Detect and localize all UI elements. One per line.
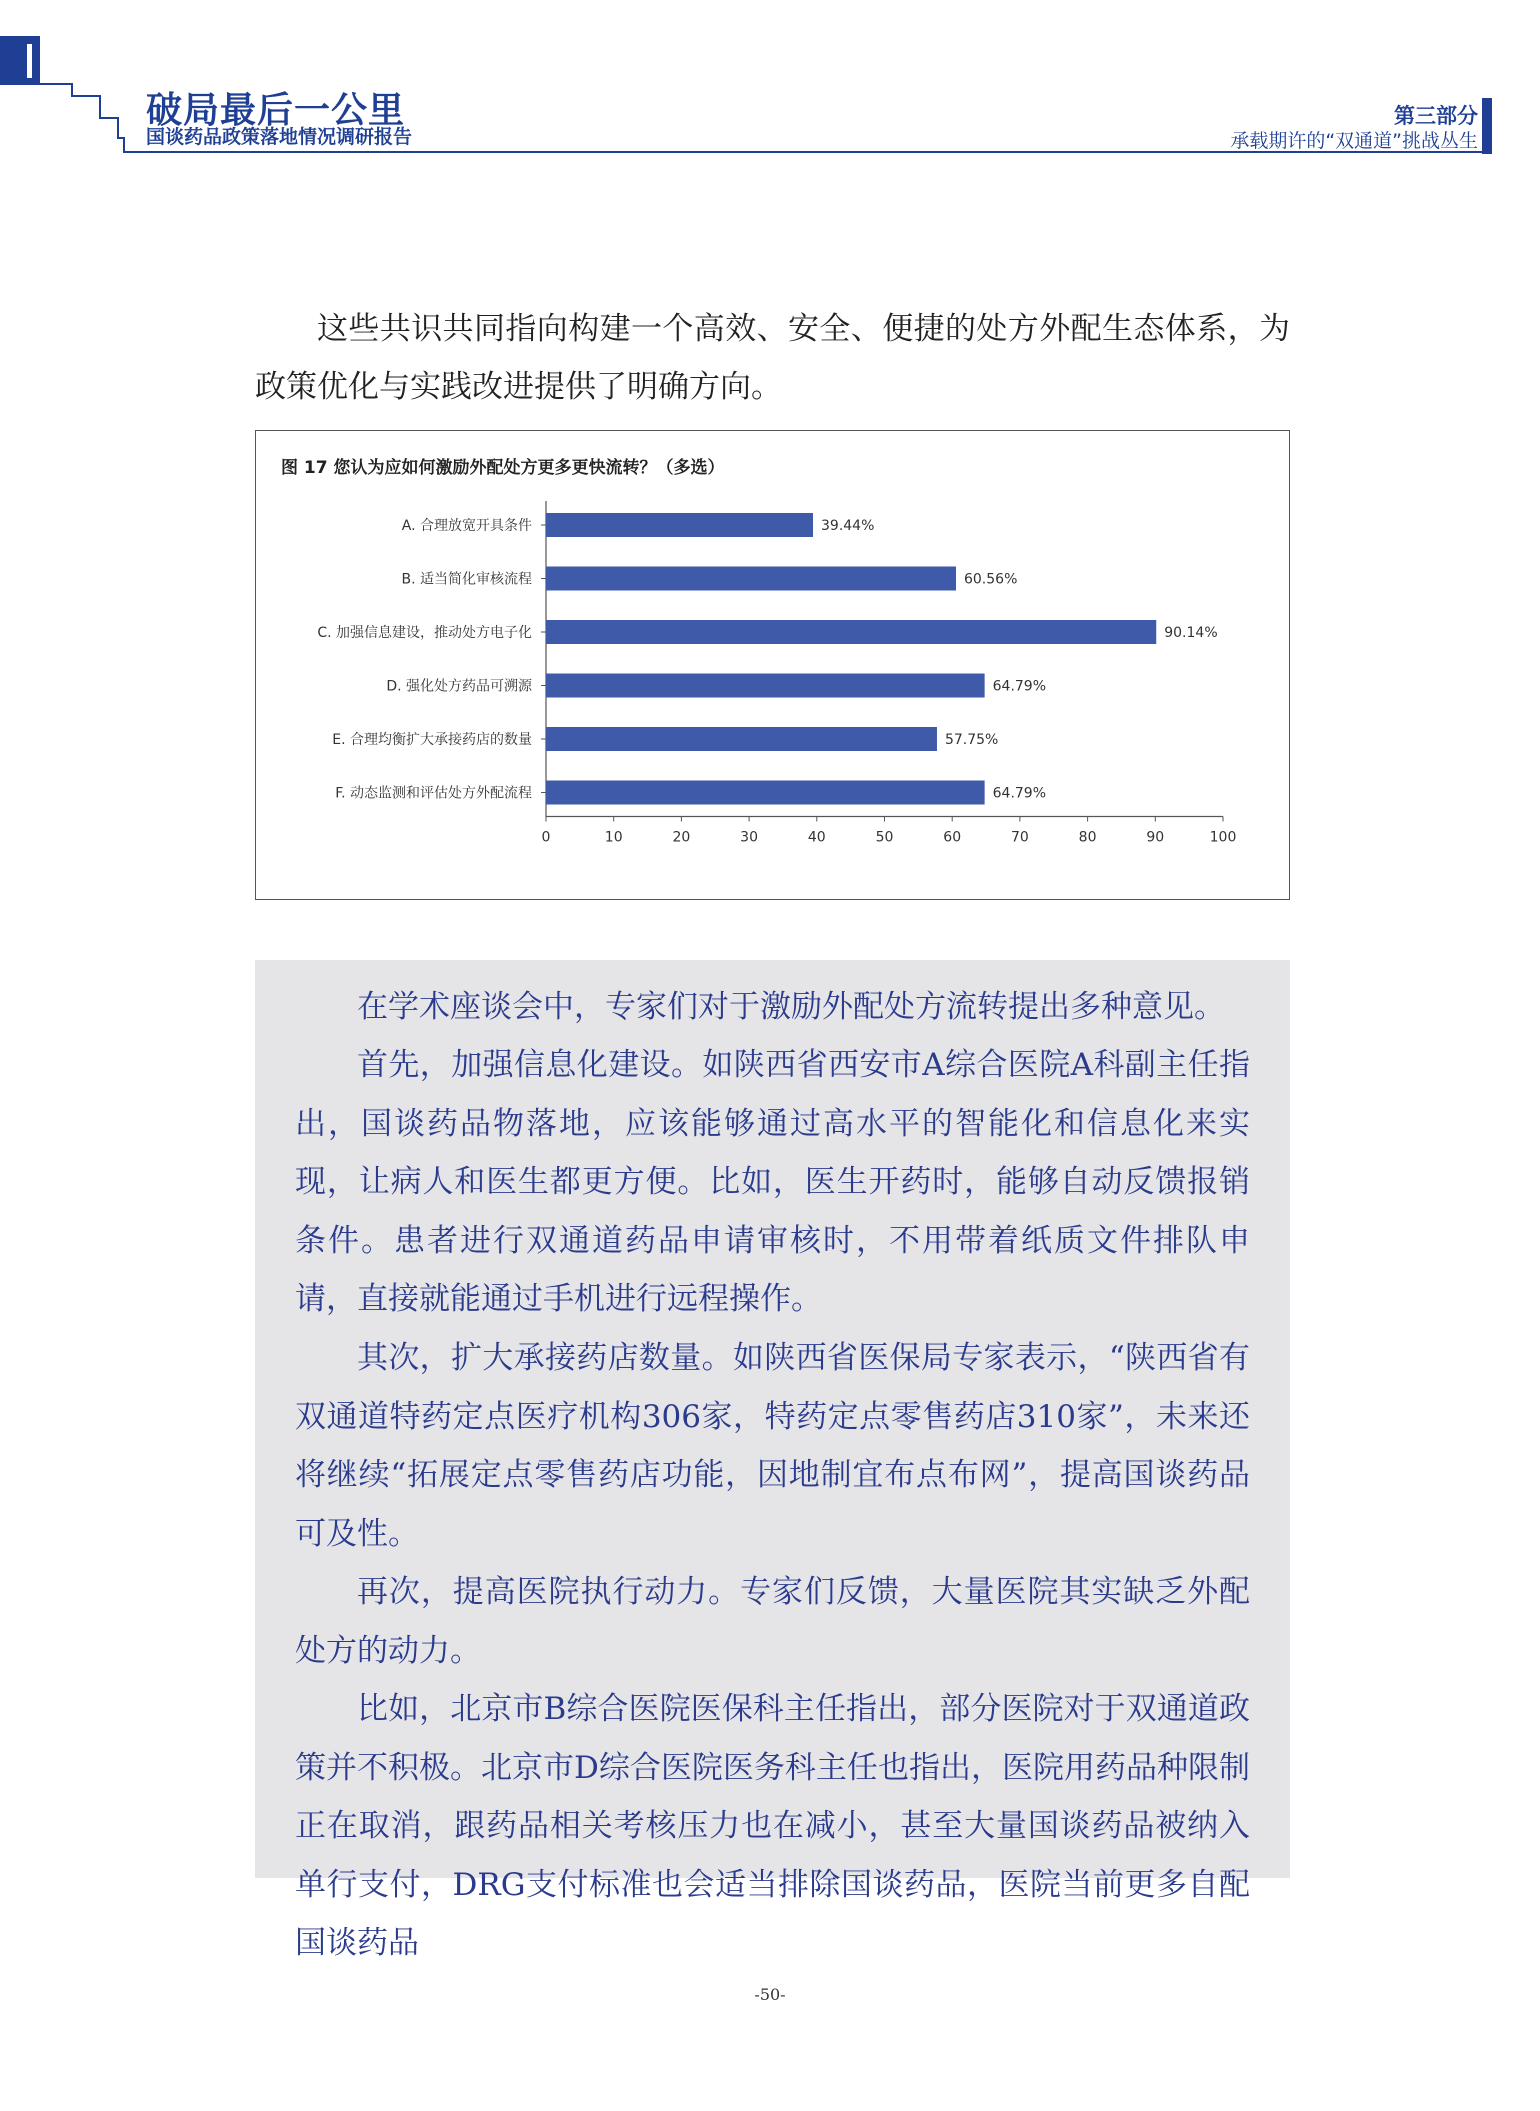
data-label: 64.79% xyxy=(992,785,1047,802)
category-label: F. 动态监测和评估处方外配流程 xyxy=(335,785,532,802)
bar xyxy=(546,513,813,537)
report-subtitle: 国谈药品政策落地情况调研报告 xyxy=(146,126,413,148)
category-label: D. 强化处方药品可溯源 xyxy=(386,678,532,695)
x-tick-label: 10 xyxy=(604,829,623,846)
data-label: 57.75% xyxy=(944,732,999,748)
intro-paragraph: 这些共识共同指向构建一个高效、安全、便捷的处方外配生态体系，为政策优化与实践改进提供了明确方向。 xyxy=(255,311,1290,405)
x-tick-label: 50 xyxy=(875,829,894,846)
bar xyxy=(546,567,956,591)
x-tick-label: 20 xyxy=(672,829,691,846)
box-paragraph: 在学术座谈会中，专家们对于激励外配处方流转提出多种意见。 xyxy=(357,989,1225,1025)
report-title: 破局最后一公里 xyxy=(146,90,406,131)
bar xyxy=(546,781,985,805)
category-label: C. 加强信息建设，推动处方电子化 xyxy=(317,625,532,641)
x-tick-label: 100 xyxy=(1209,829,1237,846)
chart-title: 图 17 您认为应如何激励外配处方更多更快流转？（多选） xyxy=(281,458,725,478)
box-paragraph: 其次，扩大承接药店数量。如陕西省医保局专家表示，“陕西省有双通道特药定点医疗机构306家，特药定点零售药店310家”，未来还将继续“拓展定点零售药店功能，因地制宜布点布网”，提高国谈药品可及性。 xyxy=(295,1340,1250,1552)
box-paragraph: 再次，提高医院执行动力。专家们反馈，大量医院其实缺乏外配处方的动力。 xyxy=(295,1574,1250,1669)
bar xyxy=(546,674,985,698)
box-paragraph: 首先，加强信息化建设。如陕西省西安市A综合医院A科副主任指出，国谈药品物落地，应该能够通过高水平的智能化和信息化来实现，让病人和医生都更方便。比如，医生开药时，能够自动反馈报销条件。患者进行双通道药品申请审核时，不用带着纸质文件排队申请，直接就能通过手机进行远程操作。 xyxy=(295,1047,1250,1317)
box-paragraph: 比如，北京市B综合医院医保科主任指出，部分医院对于双通道政策并不积极。北京市D综合医院医务科主任也指出，医院用药品种限制正在取消，跟药品相关考核压力也在减小，甚至大量国谈药品被纳入单行支付，DRG支付标准也会适当排除国谈药品，医院当前更多自配国谈药品 xyxy=(295,1691,1250,1961)
x-tick-label: 30 xyxy=(740,829,759,846)
x-tick-label: 40 xyxy=(807,829,826,846)
bar xyxy=(546,620,1156,644)
x-tick-label: 60 xyxy=(943,829,962,846)
expert-commentary-box xyxy=(255,960,1290,1961)
bar-chart-svg xyxy=(256,431,1291,901)
x-tick-label: 90 xyxy=(1146,829,1165,846)
figure-17-chart xyxy=(255,430,1290,900)
data-label: 60.56% xyxy=(963,571,1018,588)
part-label: 第三部分 xyxy=(1394,104,1478,128)
data-label: 39.44% xyxy=(821,518,875,534)
page-number: -50- xyxy=(754,1985,786,2004)
header-accent-bar xyxy=(1482,98,1492,154)
data-label: 64.79% xyxy=(992,678,1047,695)
x-tick-label: 80 xyxy=(1078,829,1097,846)
category-label: B. 适当简化审核流程 xyxy=(401,571,532,588)
section-title: 承载期许的“双通道”挑战丛生 xyxy=(1230,130,1478,152)
category-label: A. 合理放宽开具条件 xyxy=(401,518,532,534)
bar xyxy=(546,727,937,751)
x-tick-label: 70 xyxy=(1010,829,1029,846)
x-tick-label: 0 xyxy=(541,829,551,846)
category-label: E. 合理均衡扩大承接药店的数量 xyxy=(332,732,532,748)
data-label: 90.14% xyxy=(1164,625,1218,641)
